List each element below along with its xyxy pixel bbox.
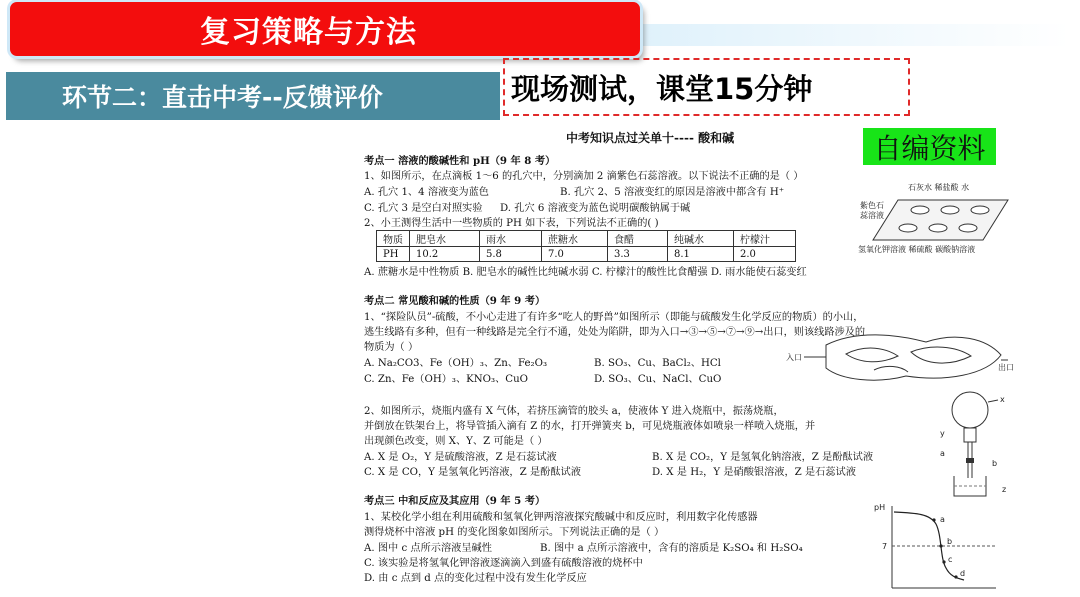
ph-table-cell: 柠檬汁 — [734, 231, 796, 247]
ph-table-header-row — [377, 231, 796, 247]
k1-q2: 2、小王测得生活中一些物质的 PH 如下表，下列说法不正确的( ) — [364, 218, 659, 229]
ph-table-cell: 食醋 — [608, 231, 668, 247]
flask-label-z: z — [1002, 485, 1007, 494]
banner-fade — [640, 24, 1070, 46]
k3-q1-option-d: D. 由 c 点到 d 点的变化过程中没有发生化学反应 — [364, 573, 587, 584]
k2-q1-line3: 物质为（ ） — [364, 342, 419, 353]
flask-label-b: b — [992, 459, 998, 468]
ph-graph-point-d: d — [960, 569, 966, 578]
test-callout-text: 现场测试，课堂15分钟 — [511, 71, 813, 106]
k1-q1-option-c: C. 孔穴 3 是空白对照实验 — [364, 203, 483, 214]
ph-table-cell: 7.0 — [542, 247, 608, 262]
flask-label-a: a — [940, 449, 945, 458]
k1-q1-option-a: A. 孔穴 1、4 溶液变为蓝色 — [364, 187, 489, 198]
ph-graph-ylabel: pH — [874, 503, 886, 512]
test-callout — [503, 58, 910, 116]
k3-q1-line1: 1、某校化学小组在利用硫酸和氢氧化钾两溶液探究酸碱中和反应时，利用数字化传感器 — [364, 512, 758, 523]
k3-heading: 考点三 中和反应及其应用（9 年 5 考） — [364, 495, 546, 507]
ph-table-cell: 10.2 — [410, 247, 480, 262]
k2-q1-option-c: C. Zn、Fe（OH）₃、KNO₃、CuO — [364, 374, 529, 385]
k3-q1-option-a: A. 图中 c 点所示溶液呈碱性 — [364, 543, 492, 554]
section-bar — [6, 72, 500, 120]
self-made-badge-text: 自编资料 — [873, 131, 986, 165]
k2-q2-option-d: D. X 是 H₂，Y 是硝酸银溶液，Z 是石蕊试液 — [652, 467, 856, 478]
k2-q1-option-a: A. Na₂CO3、Fe（OH）₃、Zn、Fe₂O₃ — [364, 358, 548, 369]
k2-q2-option-c: C. X 是 CO，Y 是氢氧化钙溶液，Z 是酚酞试液 — [364, 467, 581, 478]
flask-label-x: x — [1000, 395, 1005, 404]
k1-q1-option-b: B. 孔穴 2、5 溶液变红的原因是溶液中都含有 H⁺ — [560, 187, 785, 198]
ph-table — [376, 230, 796, 262]
maze-entry-label: 入口 — [786, 353, 802, 362]
k3-q1-line2: 测得烧杯中溶液 pH 的变化图象如图所示。下列说法正确的是（ ） — [364, 527, 665, 538]
flask-label-y: y — [940, 429, 945, 438]
k2-q2-line2: 并倒放在铁架台上，将导管插入滴有 Z 的水，打开弹簧夹 b，可见烧瓶液体如喷泉一样喷入烧瓶，并 — [364, 421, 816, 432]
mountain-maze-figure — [786, 330, 1022, 388]
section-title: 环节二：直击中考--反馈评价 — [62, 83, 383, 112]
ph-table-value-row — [377, 247, 796, 262]
k2-q1-option-d: D. SO₃、Cu、NaCl、CuO — [594, 374, 722, 385]
k1-q1-option-d: D. 孔穴 6 溶液变为蓝色说明碳酸钠属于碱 — [500, 203, 691, 214]
k1-q1: 1、如图所示，在点滴板 1～6 的孔穴中，分别滴加 2 滴紫色石蕊溶液。以下说法不正确的是（ ） — [364, 171, 804, 182]
maze-exit-label: 出口 — [998, 363, 1014, 372]
self-made-badge — [863, 128, 996, 165]
ph-table-cell: 蔗糖水 — [542, 231, 608, 247]
ph-table-cell: 3.3 — [608, 247, 668, 262]
ph-table-cell: 纯碱水 — [668, 231, 734, 247]
ph-table-cell: 8.1 — [668, 247, 734, 262]
k2-q2-line3: 出现颜色改变，则 X、Y、Z 可能是（ ） — [364, 436, 548, 447]
ph-table-cell: 2.0 — [734, 247, 796, 262]
ph-graph-point-c: c — [948, 555, 953, 564]
ph-graph-mark-7: 7 — [882, 542, 888, 551]
k2-heading: 考点二 常见酸和碱的性质（9 年 9 考） — [364, 295, 546, 307]
k1-heading: 考点一 溶液的酸碱性和 pH（9 年 8 考） — [364, 155, 556, 167]
ph-table-cell: 物质 — [377, 231, 410, 247]
plate-left-label-1: 紫色石 — [860, 201, 884, 210]
plate-bottom-label: 氢氧化钾溶液 稀硫酸 碳酸钠溶液 — [858, 245, 976, 254]
ph-table-cell: 肥皂水 — [410, 231, 480, 247]
ph-curve-figure — [872, 500, 1002, 592]
ph-table-cell: 5.8 — [480, 247, 542, 262]
k3-q1-option-b: B. 图中 a 点所示溶液中，含有的溶质是 K₂SO₄ 和 H₂SO₄ — [540, 543, 803, 554]
ph-table-cell: PH — [377, 247, 410, 262]
k1-q2-options: A. 蔗糖水是中性物质 B. 肥皂水的碱性比纯碱水弱 C. 柠檬汁的酸性比食醋强 D. 雨水能使石蕊变红 — [364, 267, 807, 278]
banner-title: 复习策略与方法 — [200, 15, 417, 50]
title-banner — [10, 2, 640, 56]
ph-table-cell: 雨水 — [480, 231, 542, 247]
k2-q1-line2: 逃生线路有多种，但有一种线路是完全行不通，处处为陷阱，即为入口→③→⑤→⑦→⑨→出口，则该线路涉及的 — [364, 327, 866, 338]
plate-top-label: 石灰水 稀盐酸 水 — [908, 183, 970, 192]
k2-q1-line1: 1、“探险队员”-硫酸，不小心走进了有许多“吃人的野兽”如图所示（即能与硫酸发生化学反应的物质）的小山， — [364, 312, 864, 323]
k2-q2-option-a: A. X 是 O₂，Y 是硫酸溶液，Z 是石蕊试液 — [364, 452, 557, 463]
k3-q1-option-c: C. 该实验是将氢氧化钾溶液逐滴滴入到盛有硫酸溶液的烧杯中 — [364, 558, 643, 569]
k2-q2-line1: 2、如图所示，烧瓶内盛有 X 气体，若挤压滴管的胶头 a，使液体 Y 进入烧瓶中，振荡烧瓶， — [364, 406, 784, 417]
ph-graph-point-a: a — [940, 515, 945, 524]
plate-left-label-2: 蕊溶液 — [860, 211, 884, 220]
ph-graph-point-b: b — [947, 537, 953, 546]
worksheet-title: 中考知识点过关单十---- 酸和碱 — [566, 131, 735, 145]
spot-plate-figure — [858, 180, 1018, 258]
k2-q1-option-b: B. SO₃、Cu、BaCl₂、HCl — [594, 358, 721, 369]
k2-q2-option-b: B. X 是 CO₂，Y 是氢氧化钠溶液，Z 是酚酞试液 — [652, 452, 874, 463]
flask-fountain-figure — [930, 388, 1010, 500]
